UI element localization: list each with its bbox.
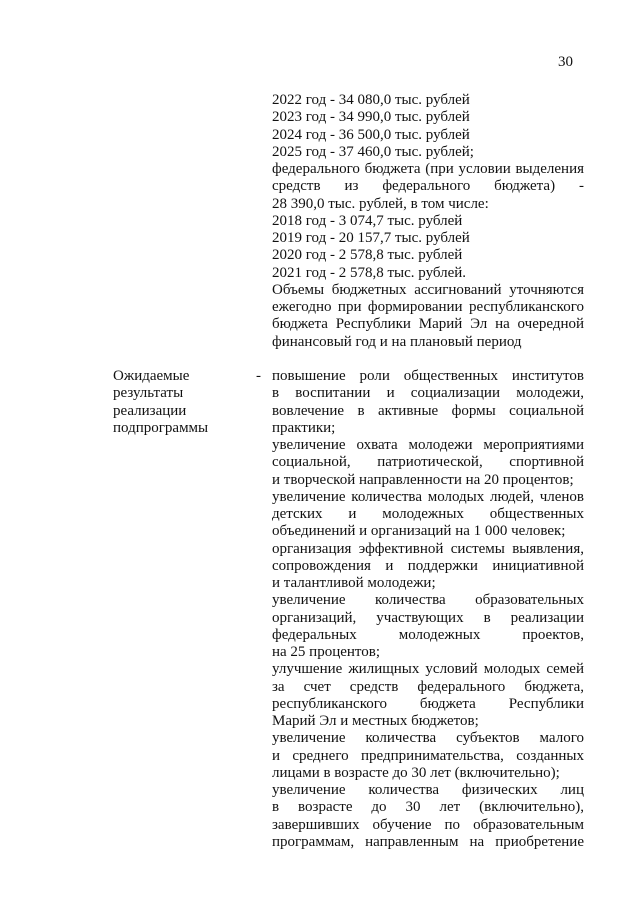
expected-result-item xyxy=(272,782,584,851)
funding-paragraph xyxy=(272,109,584,126)
text-line: 2020 год - 2 578,8 тыс. рублей xyxy=(272,247,463,264)
text-line: 28 390,0 тыс. рублей, в том числе: xyxy=(272,195,489,212)
text-line: повышение роли общественных институтов xyxy=(272,368,584,384)
funding-paragraph xyxy=(272,230,584,247)
text-line: увеличение количества молодых людей, членов xyxy=(272,488,584,505)
expected-result-item xyxy=(272,541,584,593)
text-line: увеличение количества физических лиц xyxy=(272,782,584,798)
expected-result-item xyxy=(272,368,584,437)
text-line: республиканского бюджета Республики xyxy=(272,695,584,712)
text-line: бюджета Республики Марий Эл на очередной xyxy=(272,316,584,333)
expected-results-label xyxy=(113,368,248,437)
text-line: средств из федерального бюджета) - xyxy=(272,178,584,195)
text-line: ежегодно при формировании республиканского xyxy=(272,299,584,315)
text-line: увеличение количества субъектов малого xyxy=(272,730,584,747)
text-line: сопровождения и поддержки инициативной xyxy=(272,557,584,574)
text-line: программам, направленным на приобретение xyxy=(272,833,584,850)
page-number: 30 xyxy=(558,54,573,70)
expected-result-item xyxy=(272,437,584,489)
funding-paragraph xyxy=(272,282,584,351)
text-line: 2021 год - 2 578,8 тыс. рублей. xyxy=(272,264,467,281)
text-line: 2019 год - 20 157,7 тыс. рублей xyxy=(272,230,470,246)
text-line: федерального бюджета (при условии выделения xyxy=(272,161,584,177)
funding-paragraph xyxy=(272,213,584,230)
funding-paragraph xyxy=(272,247,584,264)
text-line: Марий Эл и местных бюджетов; xyxy=(272,713,479,729)
funding-paragraph xyxy=(272,127,584,144)
expected-result-item xyxy=(272,661,584,730)
label-line: результаты xyxy=(113,385,184,402)
text-line: 2025 год - 37 460,0 тыс. рублей; xyxy=(272,143,474,160)
text-line: и творческой направленности на 20 процентов; xyxy=(272,471,574,488)
text-line: за счет средств федерального бюджета, xyxy=(272,678,584,695)
text-line: увеличение количества образовательных xyxy=(272,592,584,609)
text-line: и талантливой молодежи; xyxy=(272,575,436,591)
text-line: в воспитании и социализации молодежи, xyxy=(272,385,584,402)
text-line: и среднего предпринимательства, созданных xyxy=(272,747,584,764)
text-line: 2018 год - 3 074,7 тыс. рублей xyxy=(272,212,463,229)
text-line: на 25 процентов; xyxy=(272,644,381,660)
text-line: практики; xyxy=(272,419,336,436)
text-line: федеральных молодежных проектов, xyxy=(272,626,584,643)
funding-block xyxy=(272,92,584,351)
funding-paragraph xyxy=(272,265,584,282)
text-line: 2024 год - 36 500,0 тыс. рублей xyxy=(272,126,470,143)
text-line: финансовый год и на плановый период xyxy=(272,333,522,350)
expected-result-item xyxy=(272,592,584,661)
text-line: организаций, участвующих в реализации xyxy=(272,609,584,626)
text-line: организация эффективной системы выявления, xyxy=(272,540,584,557)
expected-result-item xyxy=(272,489,584,541)
text-line: детских и молодежных общественных xyxy=(272,506,584,522)
text-line: улучшение жилищных условий молодых семей xyxy=(272,661,584,678)
expected-results-list xyxy=(272,368,584,851)
text-line: лицами в возрасте до 30 лет (включительно); xyxy=(272,764,560,781)
text-line: 2022 год - 34 080,0 тыс. рублей xyxy=(272,92,470,108)
funding-paragraph xyxy=(272,161,584,213)
label-line: Ожидаемые xyxy=(113,368,190,384)
funding-paragraph xyxy=(272,92,584,109)
text-line: объединений и организаций на 1 000 человек; xyxy=(272,523,566,540)
label-line: реализации xyxy=(113,402,187,419)
expected-result-item xyxy=(272,730,584,782)
label-separator: - xyxy=(256,368,261,384)
text-line: социальной, патриотической, спортивной xyxy=(272,454,584,471)
funding-paragraph xyxy=(272,144,584,161)
text-line: увеличение охвата молодежи мероприятиями xyxy=(272,437,584,453)
text-line: 2023 год - 34 990,0 тыс. рублей xyxy=(272,109,470,126)
text-line: в возрасте до 30 лет (включительно), xyxy=(272,799,584,816)
text-line: завершивших обучение по образовательным xyxy=(272,816,584,833)
label-line: подпрограммы xyxy=(113,419,209,436)
text-line: Объемы бюджетных ассигнований уточняются xyxy=(272,281,584,298)
text-line: вовлечение в активные формы социальной xyxy=(272,402,584,419)
